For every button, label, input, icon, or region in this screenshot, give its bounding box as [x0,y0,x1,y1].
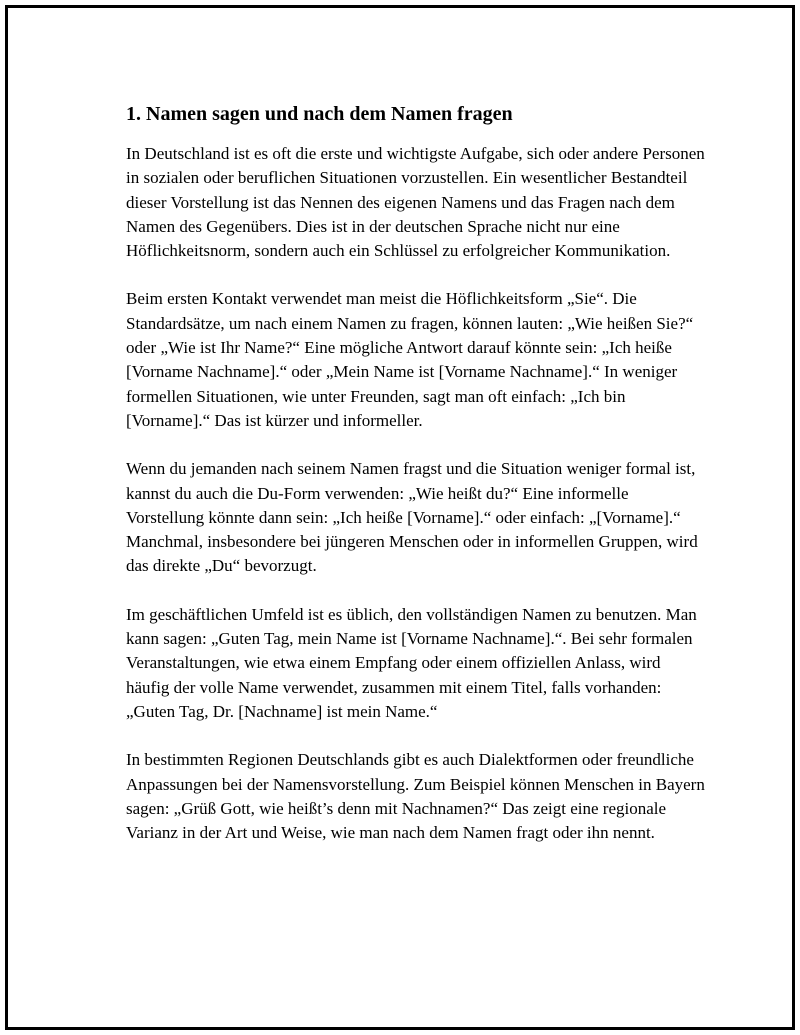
paragraph-regional: In bestimmten Regionen Deutschlands gibt es auch Dialektformen oder freundliche Anpassungen bei der Namensvorstellung. Zum Beispiel können Menschen in Bayern sagen: „Grüß Gott, wie heißt’s denn mit Nachnamen?“ Das zeigt eine regionale Varianz in der Art und Weise, wie man nach dem Namen fragt oder ihn nennt. [126,750,705,843]
paragraph-intro: In Deutschland ist es oft die erste und wichtigste Aufgabe, sich oder andere Personen in sozialen oder beruflichen Situationen vorzustellen. Ein wesentlicher Bestandteil dieser Vorstellung ist das Nennen des eigenen Namens und das Fragen nach dem Namen des Gegenübers. Dies ist in der deutschen Sprache nicht nur eine Höflichkeitsnorm, sondern auch ein Schlüssel zu erfolgreicher Kommunikation. [126,144,705,261]
document-body [126,100,706,869]
paragraph-du-form: Wenn du jemanden nach seinem Namen fragst und die Situation weniger formal ist, kannst du auch die Du-Form verwenden: „Wie heißt du?“ Eine informelle Vorstellung könnte dann sein: „Ich heiße [Vorname].“ oder einfach: „[Vorname].“ Manchmal, insbesondere bei jüngeren Menschen oder in informellen Gruppen, wird das direkte „Du“ bevorzugt. [126,459,698,576]
page-frame [5,5,795,1030]
section-heading: 1. Namen sagen und nach dem Namen fragen [126,103,513,125]
paragraph-business: Im geschäftlichen Umfeld ist es üblich, den vollständigen Namen zu benutzen. Man kann sagen: „Guten Tag, mein Name ist [Vorname Nachname].“. Bei sehr formalen Veranstaltungen, wie etwa einem Empfang oder einem offiziellen Anlass, wird häufig der volle Name verwendet, zusammen mit einem Titel, falls vorhanden: „Guten Tag, Dr. [Nachname] ist mein Name.“ [126,604,697,721]
paragraph-sie-form: Beim ersten Kontakt verwendet man meist die Höflichkeitsform „Sie“. Die Standardsätze, um nach einem Namen zu fragen, können lauten: „Wie heißen Sie?“ oder „Wie ist Ihr Name?“ Eine mögliche Antwort darauf könnte sein: „Ich heiße [Vorname Nachname].“ oder „Mein Name ist [Vorname Nachname].“ In weniger formellen Situationen, wie unter Freunden, sagt man oft einfach: „Ich bin [Vorname].“ Das ist kürzer und informeller. [126,289,694,430]
